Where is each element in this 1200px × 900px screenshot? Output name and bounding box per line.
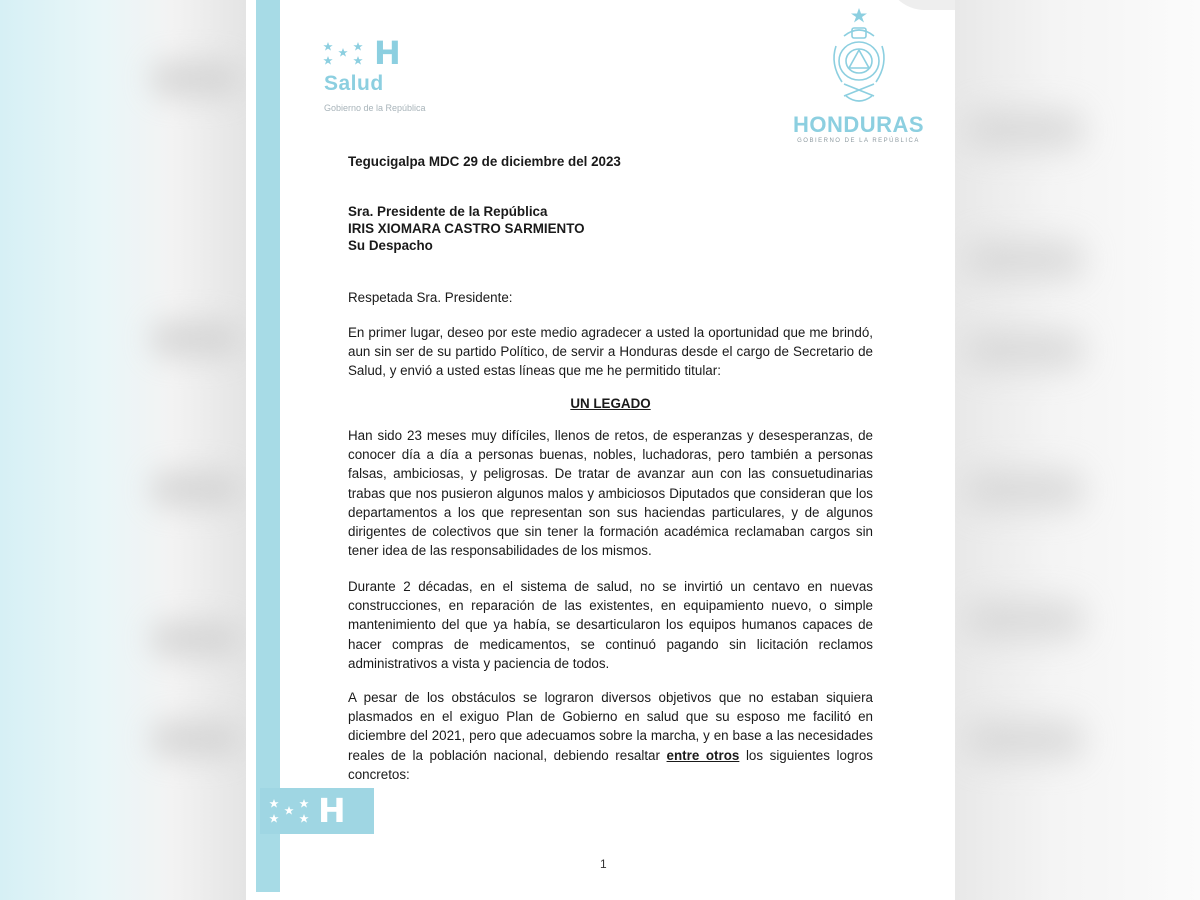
paragraph-achievements-tail: los siguientes logros concretos: bbox=[348, 747, 873, 782]
honduras-logo bbox=[786, 6, 931, 146]
page-number: 1 bbox=[600, 857, 607, 871]
emphasis-entre-otros: entre otros bbox=[666, 747, 740, 763]
paragraph-achievements-text: A pesar de los obstáculos se lograron diversos objetivos que no estaban siquiera plasmados en el exiguo Plan de Gobierno en salud que su esposo me facilitó en diciembre del 2021, pero que adecuamos sobre la marcha, y en base a las necesidades reales de la población nacional, debiendo resaltar bbox=[348, 690, 873, 763]
footer-logo bbox=[260, 788, 374, 834]
salud-logo-subtitle: Gobierno de la República bbox=[324, 103, 426, 113]
paragraph-challenges: Han sido 23 meses muy difíciles, llenos de retos, de esperanzas y desesperanzas, de conocer día a día a personas buenas, nobles, luchadoras, pero también a personas falsas, ambiciosas, y peligrosas. De tratar de avanzar aun con las consuetudinarias trabas que nos pusieron algunos malos y ambiciosos Diputados que consideran que los departamentos a los que representan son sus haciendas particulares, y de algunos dirigentes de colectivos que sin tener la formación académica reclamaban cargos sin tener idea de las responsabilidades de los mismos. bbox=[348, 428, 873, 559]
paragraph-two-decades: Durante 2 décadas, en el sistema de salud, no se invirtió un centavo en nuevas construcciones, en reparación de las existentes, en equipamiento nuevo, o simple mantenimiento del que ya había, se desarticularon los equipos humanos capaces de hacer compras de medicamentos, se continuó pagando sin licitación reclamos administrativos a vista y paciencia de todos. bbox=[348, 579, 873, 671]
h-mark-icon: H bbox=[318, 791, 346, 830]
blurred-background-right bbox=[955, 0, 1200, 900]
coat-of-arms-icon bbox=[824, 6, 894, 108]
paragraph-achievements bbox=[348, 688, 873, 784]
addressee-line: IRIS XIOMARA CASTRO SARMIENTO bbox=[348, 221, 585, 236]
salud-logo-text: Salud bbox=[324, 72, 384, 95]
addressee-line: Sra. Presidente de la República bbox=[348, 204, 548, 219]
stars-icon bbox=[322, 40, 378, 68]
letter-addressee bbox=[348, 203, 873, 254]
honduras-logo-subtitle: GOBIERNO DE LA REPÚBLICA bbox=[797, 138, 920, 144]
addressee-line: Su Despacho bbox=[348, 238, 433, 253]
stars-icon bbox=[268, 796, 316, 826]
h-mark-icon: H bbox=[374, 34, 401, 72]
paragraph-intro: En primer lugar, deseo por este medio agradecer a usted la oportunidad que me brindó, aun sin ser de su partido Político, de servir a Honduras desde el cargo de Secretario de Salud, y envió a usted estas líneas que me he permitido titular: bbox=[348, 325, 873, 379]
letter-page bbox=[246, 0, 955, 900]
blurred-background-left bbox=[0, 0, 246, 900]
letter-date: Tegucigalpa MDC 29 de diciembre del 2023 bbox=[348, 154, 621, 169]
honduras-logo-text: HONDURAS bbox=[792, 112, 925, 137]
letter-heading: UN LEGADO bbox=[570, 396, 651, 411]
page-side-stripe bbox=[256, 0, 280, 892]
letter-greeting: Respetada Sra. Presidente: bbox=[348, 290, 513, 305]
